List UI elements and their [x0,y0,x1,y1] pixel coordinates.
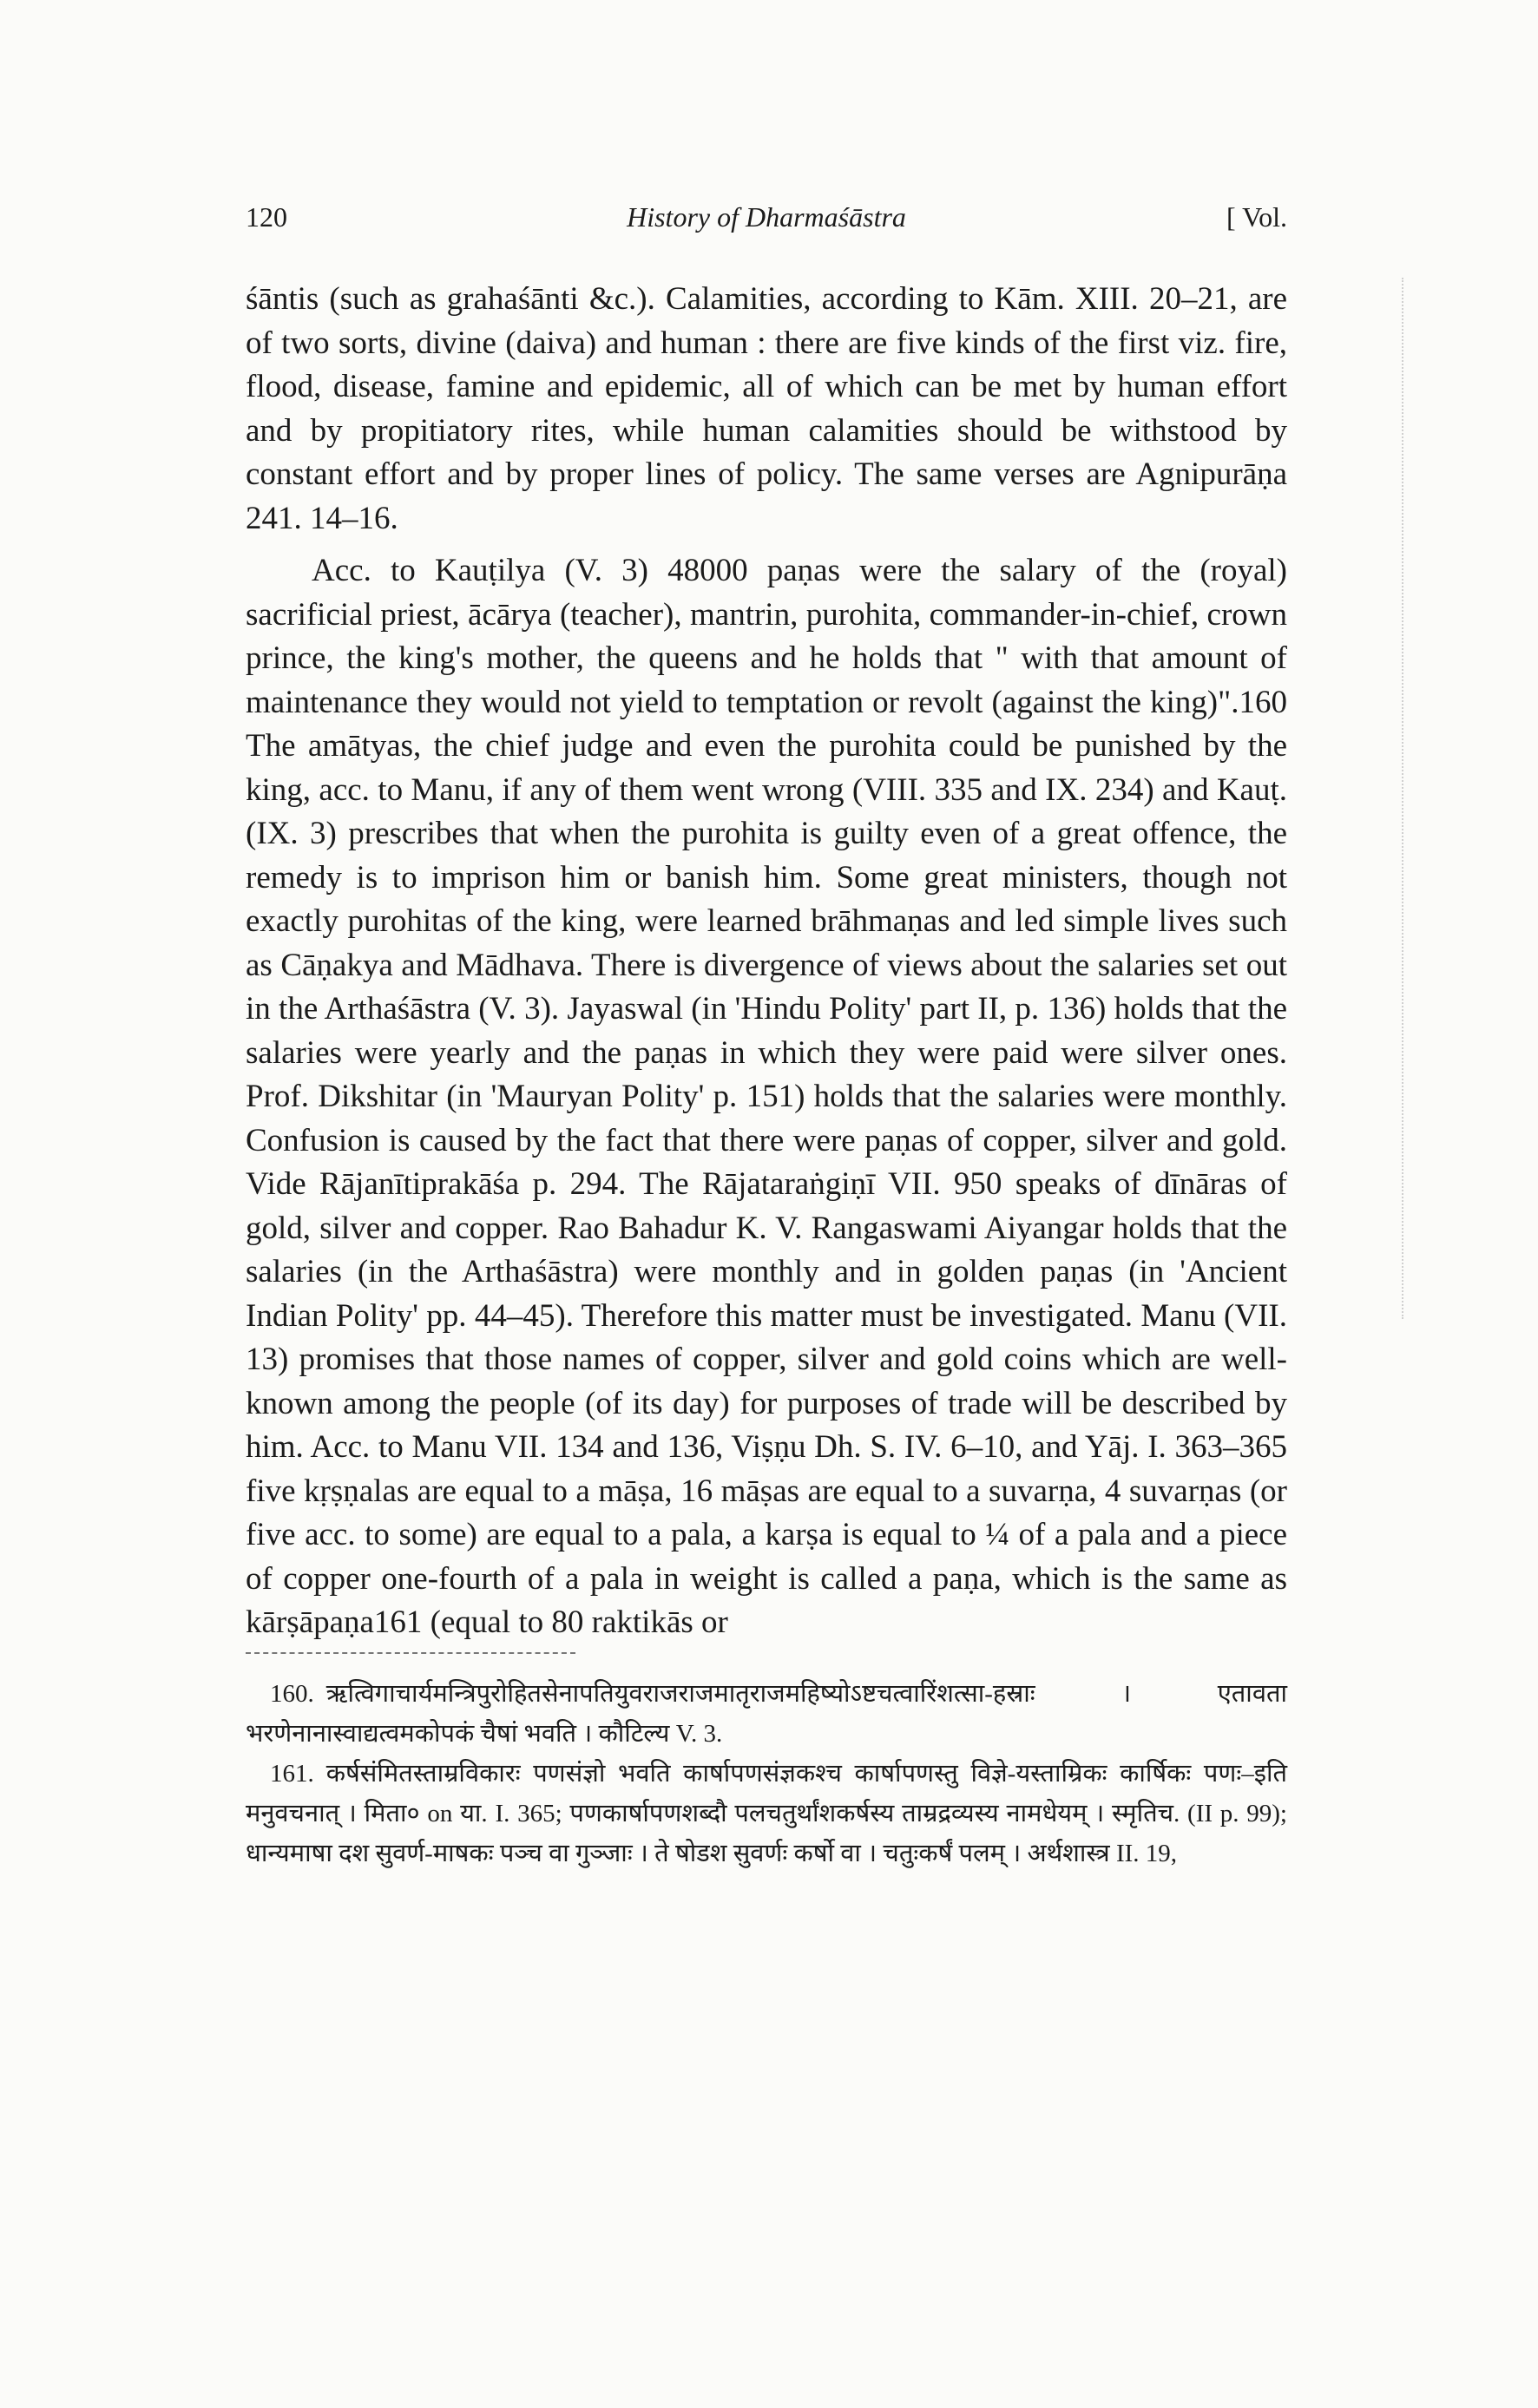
footnote-160 [246,1674,1287,1754]
running-header [246,201,1287,253]
footnote-text: कर्षसंमितस्ताम्रविकारः पणसंज्ञो भवति कार्षापणसंज्ञकश्च कार्षापणस्तु विज्ञे-यस्ताम्रिकः कार्षिकः पणः–इति मनुवचनात् । मिता० on या. I. 365; पणकार्षापणशब्दौ पलचतुर्थांशकर्षस्य ताम्रद्रव्यस्य नामधेयम् । स्मृतिच. (II p. 99); धान्यमाषा दश सुवर्ण-माषकः पञ्च वा गुञ्जाः । ते षोडश सुवर्णः कर्षो वा । चतुःकर्षं पलम् । अर्थशास्त्र II. 19, [246,1759,1287,1867]
book-page [246,201,1287,1873]
margin-dotted-line [1402,278,1405,1319]
footnote-161 [246,1754,1287,1873]
page-number: 120 [246,201,287,233]
paragraph-1: śāntis (such as grahaśānti &c.). Calamities, according to Kām. XIII. 20–21, are of two sorts, divine (daiva) and human : there are five kinds of the first viz. fire, flood, disease, famine and epidemic, all of which can be met by human effort and by propitiatory rites, while human calamities should be withstood by constant effort and by proper lines of policy. The same verses are Agnipurāṇa 241. 14–16. [246,281,1287,536]
footnotes [246,1674,1287,1873]
footnote-text: ऋत्विगाचार्यमन्त्रिपुरोहितसेनापतियुवराजराजमातृराजमहिष्योऽष्टचत्वारिंशत्सा-हस्राः । एतावता भरणेनानास्वाद्यत्वमकोपकं चैषां भवति । कौटिल्य V. 3. [246,1679,1287,1748]
footnote-separator [246,1652,575,1657]
volume-label: [ Vol. [1226,201,1287,233]
running-title: History of Dharmaśāstra [627,201,906,233]
main-text [246,278,1287,1645]
footnote-number: 160. [270,1679,314,1708]
paragraph-2: Acc. to Kauṭilya (V. 3) 48000 paṇas were the salary of the (royal) sacrificial priest, ācārya (teacher), mantrin, purohita, commander-in-chief, crown prince, the king's mother, the queens and he holds that " with that amount of maintenance they would not yield to temptation or revolt (against the king)".160 The amātyas, the chief judge and even the purohita could be punished by the king, acc. to Manu, if any of them went wrong (VIII. 335 and IX. 234) and Kauṭ. (IX. 3) prescribes that when the purohita is guilty even of a great offence, the remedy is to imprison him or banish him. Some great ministers, though not exactly purohitas of the king, were learned brāhmaṇas and led simple lives such as Cāṇakya and Mādhava. There is divergence of views about the salaries set out in the Arthaśāstra (V. 3). Jayaswal (in 'Hindu Polity' part II, p. 136) holds that the salaries were yearly and the paṇas in which they were paid were silver ones. Prof. Dikshitar (in 'Mauryan Polity' p. 151) holds that the salaries were monthly. Confusion is caused by the fact that there were paṇas of copper, silver and gold. Vide Rājanītiprakāśa p. 294. The Rājataraṅgiṇī VII. 950 speaks of dīnāras of gold, silver and copper. Rao Bahadur K. V. Rangaswami Aiyangar holds that the salaries (in the Arthaśāstra) were monthly and in golden paṇas (in 'Ancient Indian Polity' pp. 44–45). Therefore this matter must be investigated. Manu (VII. 13) promises that those names of copper, silver and gold coins which are well-known among the people (of its day) for purposes of trade will be described by him. Acc. to Manu VII. 134 and 136, Viṣṇu Dh. S. IV. 6–10, and Yāj. I. 363–365 five kṛṣṇalas are equal to a māṣa, 16 māṣas are equal to a suvarṇa, 4 suvarṇas (or five acc. to some) are equal to a pala, a karṣa is equal to ¼ of a pala and a piece of copper one-fourth of a pala in weight is called a paṇa, which is the same as kārṣāpaṇa161 (equal to 80 raktikās or [246,553,1287,1640]
footnote-number: 161. [270,1759,314,1788]
